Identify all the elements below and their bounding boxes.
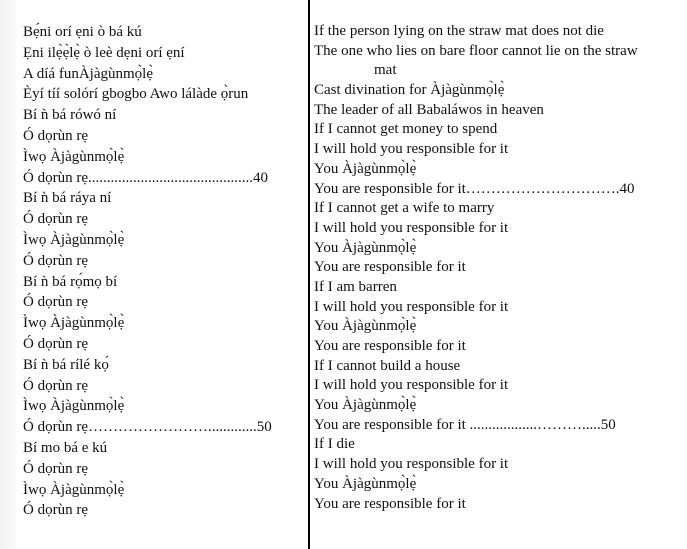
english-line: You Àjàgùnmọ̀lẹ̀ [314, 239, 417, 256]
english-line: The one who lies on bare floor cannot lie on the straw [314, 42, 638, 59]
yoruba-line: Ó dọrùn rẹ [23, 294, 88, 311]
english-line: You are responsible for it [314, 259, 466, 276]
english-line: If I cannot build a house [314, 357, 461, 374]
yoruba-line: Ó dọrùn rẹ [23, 460, 88, 477]
yoruba-line: Bí ǹ bá rọ́mọ bí [23, 273, 118, 290]
english-line: If I cannot get a wife to marry [314, 200, 495, 217]
english-line: I will hold you responsible for it [314, 219, 509, 236]
english-line-numbered: You are responsible for it………………………….40 [314, 180, 635, 197]
english-line: You Àjàgùnmọ̀lẹ̀ [314, 160, 417, 177]
english-line-numbered: You are responsible for it ..................……….....50 [314, 416, 616, 433]
yoruba-line: Ìwọ Àjàgùnmọ̀lẹ̀ [23, 315, 125, 332]
english-line: The leader of all Babaláwos in heaven [314, 101, 544, 118]
yoruba-verse-column [23, 22, 305, 521]
english-translation-column [314, 22, 684, 514]
yoruba-line: Bí ǹ bá ráya ní [23, 190, 112, 207]
yoruba-line: Bí ǹ bá rówó ní [23, 107, 117, 124]
english-line: You Àjàgùnmọ̀lẹ̀ [314, 397, 417, 414]
yoruba-line-numbered: Ó dọrùn rẹ............................................40 [23, 169, 268, 186]
english-line: If the person lying on the straw mat does not die [314, 23, 604, 39]
yoruba-line: Ó dọrùn rẹ [23, 335, 88, 352]
yoruba-line: Ó dọrùn rẹ [23, 252, 88, 269]
yoruba-line: Ó dọrùn rẹ [23, 377, 88, 394]
yoruba-line: Ìwọ Àjàgùnmọ̀lẹ̀ [23, 148, 125, 165]
column-divider [308, 0, 310, 549]
page-edge-shadow [0, 0, 16, 549]
english-line: I will hold you responsible for it [314, 456, 509, 473]
yoruba-line: Ìwọ Àjàgùnmọ̀lẹ̀ [23, 481, 125, 498]
english-line: If I die [314, 436, 355, 453]
english-line: You are responsible for it [314, 495, 466, 512]
english-line: I will hold you responsible for it [314, 141, 509, 158]
yoruba-line: Ìwọ Àjàgùnmọ̀lẹ̀ [23, 398, 125, 415]
english-line: I will hold you responsible for it [314, 377, 509, 394]
yoruba-line: Ó dọrùn rẹ [23, 127, 88, 144]
yoruba-line: Ẹni ilẹ̀ẹ̀lẹ̀ ò leè dẹni orí ẹní [23, 44, 185, 61]
english-line: You Àjàgùnmọ̀lẹ̀ [314, 475, 417, 492]
english-line: Cast divination for Àjàgùnmọ̀lẹ̀ [314, 82, 505, 99]
yoruba-line: Bí ǹ bá rílé kọ́ [23, 356, 109, 373]
english-line: You are responsible for it [314, 338, 466, 354]
english-line: You Àjàgùnmọ̀lẹ̀ [314, 318, 417, 335]
yoruba-line-numbered: Ó dọrùn rẹ…………………….............50 [23, 419, 272, 436]
yoruba-line: A díá funÀjàgùnmọ̀lẹ̀ [23, 65, 153, 82]
english-line: If I am barren [314, 278, 397, 295]
yoruba-line: Ó dọrùn rẹ [23, 502, 88, 519]
yoruba-line: Ó dọrùn rẹ [23, 211, 88, 228]
english-line: If I cannot get money to spend [314, 121, 498, 138]
yoruba-line: Bí mo bá e kú [23, 439, 108, 456]
yoruba-line: Ìwọ Àjàgùnmọ̀lẹ̀ [23, 231, 125, 248]
english-line: I will hold you responsible for it [314, 298, 509, 315]
english-line-continuation: mat [374, 62, 397, 79]
yoruba-line: Bẹ́ni orí ẹni ò bá kú [23, 24, 142, 40]
yoruba-line: Èyí tíí solórí gbogbo Awo lálàde ọ̀run [23, 86, 249, 103]
